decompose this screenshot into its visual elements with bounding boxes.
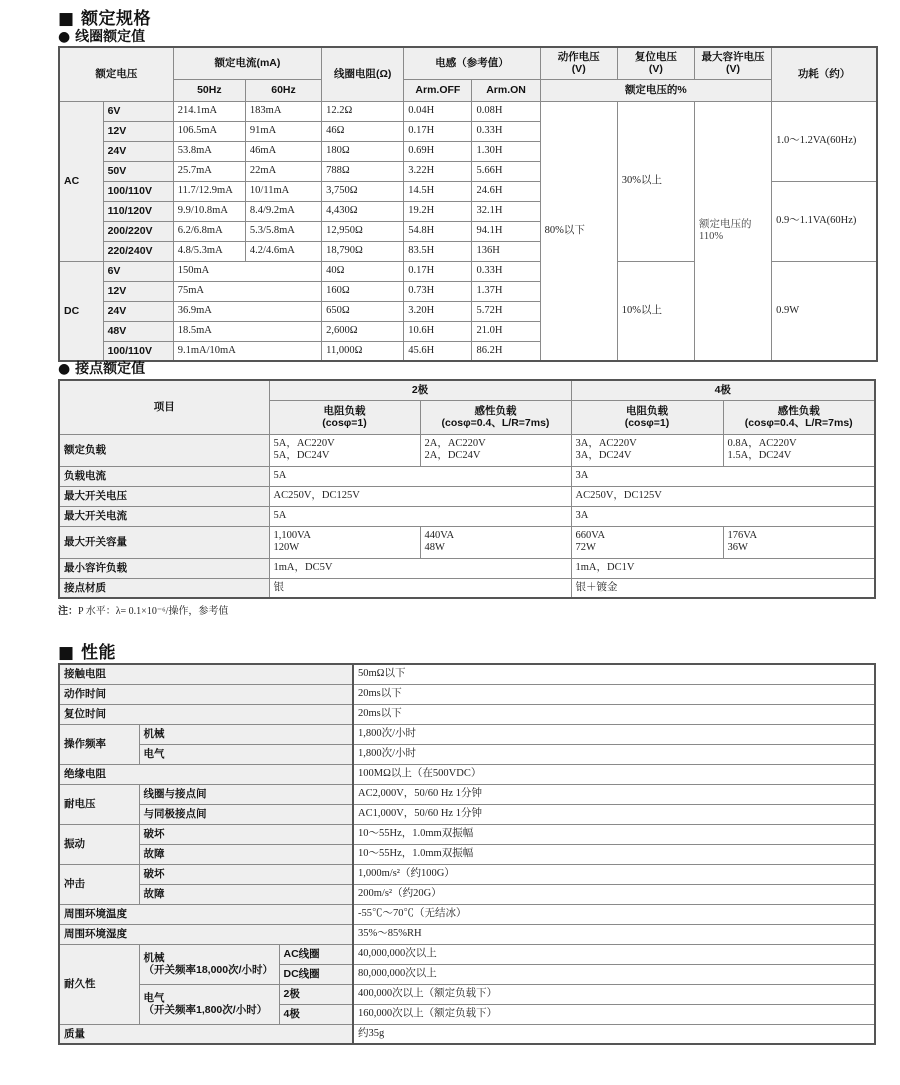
header-rated-current: 额定电流(mA) (173, 47, 321, 79)
current-60hz: 46mA (245, 141, 321, 161)
value-operate-time: 20ms以下 (353, 684, 875, 704)
ac-dropout-voltage: 30%以上 (617, 101, 694, 261)
current-50hz: 9.9/10.8mA (173, 201, 245, 221)
rated-voltage: 50V (103, 161, 173, 181)
inductance-off: 3.20H (404, 301, 472, 321)
cell-value: 3A (571, 466, 875, 486)
current-60hz: 183mA (245, 101, 321, 121)
header-2p-inductive: 感性负载 (cosφ=0.4、L/R=7ms) (420, 400, 571, 434)
table-row (59, 486, 875, 506)
cell-value: 银 (269, 578, 571, 598)
table-row (59, 506, 875, 526)
note-label: 注： (58, 606, 78, 617)
coil-resistance: 788Ω (322, 161, 404, 181)
value-ambient-humidity: 35%～85%RH (353, 924, 875, 944)
header-4-pole: 4极 (571, 380, 875, 400)
cell-value: AC250V，DC125V (571, 486, 875, 506)
header-50hz: 50Hz (173, 79, 245, 101)
cell-value: 1,100VA 120W (269, 526, 420, 558)
rated-voltage: 200/220V (103, 221, 173, 241)
current-60hz: 4.2/4.6mA (245, 241, 321, 261)
rated-voltage: 110/120V (103, 201, 173, 221)
value-vibration-b: 10～55Hz，1.0mm双振幅 (353, 844, 875, 864)
perf-row (59, 784, 875, 804)
row-label: 最小容许负载 (59, 558, 269, 578)
current-50hz: 25.7mA (173, 161, 245, 181)
perf-row (59, 824, 875, 844)
rated-voltage: 24V (103, 301, 173, 321)
note-text: P 水平：λ= 0.1×10⁻⁶/操作，参考值 (78, 606, 229, 617)
value-insulation: 100MΩ以上（在500VDC） (353, 764, 875, 784)
coil-resistance: 18,790Ω (322, 241, 404, 261)
section-title-performance: ■ 性能 (58, 643, 116, 663)
current: 150mA (173, 261, 321, 281)
inductance-off: 0.17H (404, 261, 472, 281)
header-arm-on: Arm.ON (472, 79, 540, 101)
coil-resistance: 40Ω (322, 261, 404, 281)
cell-value: 3A，AC220V 3A，DC24V (571, 434, 723, 466)
row-label: 最大开关电压 (59, 486, 269, 506)
label-ac-coil: AC线圈 (279, 944, 353, 964)
coil-resistance: 180Ω (322, 141, 404, 161)
value-2-pole: 400,000次以上（额定负载下） (353, 984, 875, 1004)
perf-row (59, 664, 875, 684)
label-endurance-elec: 电气 （开关频率1,800次/小时） (139, 984, 279, 1024)
coil-resistance: 46Ω (322, 121, 404, 141)
cell-value: 3A (571, 506, 875, 526)
value-op-freq-elec: 1,800次/小时 (353, 744, 875, 764)
value-shock-b: 200m/s²（约20G） (353, 884, 875, 904)
subsection-title-contact-ratings: ● 接点额定值 (58, 361, 146, 377)
perf-row (59, 804, 875, 824)
dc-dropout-voltage: 10%以上 (617, 261, 694, 361)
inductance-on: 24.6H (472, 181, 540, 201)
inductance-on: 32.1H (472, 201, 540, 221)
label-dielectric: 耐电压 (59, 784, 139, 824)
value-contact-resistance: 50mΩ以下 (353, 664, 875, 684)
inductance-off: 0.69H (404, 141, 472, 161)
table-row (59, 558, 875, 578)
perf-row (59, 904, 875, 924)
label-endurance-mech: 机械 （开关频率18,000次/小时） (139, 944, 279, 984)
header-inductance: 电感（参考值） (404, 47, 540, 79)
label-ambient-humidity: 周围环境湿度 (59, 924, 353, 944)
cell-value: 660VA 72W (571, 526, 723, 558)
cell-value: 银＋镀金 (571, 578, 875, 598)
current-50hz: 6.2/6.8mA (173, 221, 245, 241)
cell-value: 5A，AC220V 5A，DC24V (269, 434, 420, 466)
coil-resistance: 4,430Ω (322, 201, 404, 221)
value-dielectric-b: AC1,000V，50/60 Hz 1分钟 (353, 804, 875, 824)
coil-resistance: 12.2Ω (322, 101, 404, 121)
cell-value: AC250V，DC125V (269, 486, 571, 506)
label-dielectric-b: 与同极接点间 (139, 804, 353, 824)
header-power: 功耗（约） (772, 47, 877, 101)
cell-value: 5A (269, 506, 571, 526)
rated-voltage: 220/240V (103, 241, 173, 261)
inductance-off: 83.5H (404, 241, 472, 261)
header-2p-resistive: 电阻负载 (cosφ=1) (269, 400, 420, 434)
ac-power-b: 0.9～1.1VA(60Hz) (772, 181, 877, 261)
header-item: 项目 (59, 380, 269, 434)
label-vibration-b: 故障 (139, 844, 353, 864)
value-vibration-a: 10～55Hz，1.0mm双振幅 (353, 824, 875, 844)
pickup-voltage: 80%以下 (540, 101, 617, 361)
current-50hz: 11.7/12.9mA (173, 181, 245, 201)
contact-ratings-table (58, 379, 876, 599)
coil-resistance: 650Ω (322, 301, 404, 321)
perf-row (59, 684, 875, 704)
inductance-off: 45.6H (404, 341, 472, 361)
max-voltage: 额定电压的 110% (694, 101, 771, 361)
dc-power: 0.9W (772, 261, 877, 361)
header-arm-off: Arm.OFF (404, 79, 472, 101)
current-60hz: 5.3/5.8mA (245, 221, 321, 241)
table-row (59, 578, 875, 598)
inductance-on: 94.1H (472, 221, 540, 241)
inductance-on: 86.2H (472, 341, 540, 361)
label-shock-a: 破坏 (139, 864, 353, 884)
current-50hz: 106.5mA (173, 121, 245, 141)
current-60hz: 8.4/9.2mA (245, 201, 321, 221)
label-dielectric-a: 线圈与接点间 (139, 784, 353, 804)
label-shock: 冲击 (59, 864, 139, 904)
label-4-pole: 4极 (279, 1004, 353, 1024)
perf-row (59, 884, 875, 904)
ac-power-a: 1.0～1.2VA(60Hz) (772, 101, 877, 181)
table-row (59, 101, 877, 121)
cell-value: 440VA 48W (420, 526, 571, 558)
perf-row (59, 944, 875, 964)
value-ambient-temp: -55℃～70℃（无结冰） (353, 904, 875, 924)
label-vibration: 振动 (59, 824, 139, 864)
rated-voltage: 100/110V (103, 181, 173, 201)
coil-resistance: 3,750Ω (322, 181, 404, 201)
perf-row (59, 984, 875, 1004)
value-ac-coil: 40,000,000次以上 (353, 944, 875, 964)
dc-group-label: DC (59, 261, 103, 361)
current: 75mA (173, 281, 321, 301)
value-weight: 约35g (353, 1024, 875, 1044)
inductance-off: 0.04H (404, 101, 472, 121)
current-60hz: 91mA (245, 121, 321, 141)
row-label: 负载电流 (59, 466, 269, 486)
table-row (59, 466, 875, 486)
value-dc-coil: 80,000,000次以上 (353, 964, 875, 984)
label-vibration-a: 破坏 (139, 824, 353, 844)
label-2-pole: 2极 (279, 984, 353, 1004)
rated-voltage: 6V (103, 101, 173, 121)
perf-row (59, 844, 875, 864)
cell-value: 5A (269, 466, 571, 486)
label-contact-resistance: 接触电阻 (59, 664, 353, 684)
perf-row (59, 1024, 875, 1044)
inductance-on: 21.0H (472, 321, 540, 341)
current-50hz: 53.8mA (173, 141, 245, 161)
header-coil-resistance: 线圈电阻(Ω) (322, 47, 404, 101)
rated-voltage: 24V (103, 141, 173, 161)
inductance-on: 1.37H (472, 281, 540, 301)
inductance-off: 3.22H (404, 161, 472, 181)
rated-voltage: 6V (103, 261, 173, 281)
label-operate-time: 动作时间 (59, 684, 353, 704)
cell-value: 176VA 36W (723, 526, 875, 558)
inductance-off: 10.6H (404, 321, 472, 341)
subsection-title-coil-ratings: ● 线圈额定值 (58, 29, 146, 45)
header-pct-rated: 额定电压的% (540, 79, 772, 101)
perf-row (59, 764, 875, 784)
inductance-off: 19.2H (404, 201, 472, 221)
current-60hz: 22mA (245, 161, 321, 181)
current-50hz: 4.8/5.3mA (173, 241, 245, 261)
perf-row (59, 704, 875, 724)
section-title-rated-specs: ■ 额定规格 (58, 9, 151, 29)
header-4p-resistive: 电阻负载 (cosφ=1) (571, 400, 723, 434)
value-op-freq-mech: 1,800次/小时 (353, 724, 875, 744)
inductance-off: 0.73H (404, 281, 472, 301)
perf-row (59, 744, 875, 764)
value-4-pole: 160,000次以上（额定负载下） (353, 1004, 875, 1024)
inductance-off: 0.17H (404, 121, 472, 141)
label-dc-coil: DC线圈 (279, 964, 353, 984)
header-max-voltage: 最大容许电压 (V) (694, 47, 771, 79)
label-op-freq-mech: 机械 (139, 724, 353, 744)
current-60hz: 10/11mA (245, 181, 321, 201)
inductance-on: 0.08H (472, 101, 540, 121)
table-row (59, 434, 875, 466)
coil-resistance: 11,000Ω (322, 341, 404, 361)
row-label: 额定负载 (59, 434, 269, 466)
header-60hz: 60Hz (245, 79, 321, 101)
header-dropout-voltage: 复位电压 (V) (617, 47, 694, 79)
rated-voltage: 48V (103, 321, 173, 341)
cell-value: 1mA，DC5V (269, 558, 571, 578)
rated-voltage: 100/110V (103, 341, 173, 361)
row-label: 最大开关电流 (59, 506, 269, 526)
current: 18.5mA (173, 321, 321, 341)
rated-voltage: 12V (103, 281, 173, 301)
table-row (59, 526, 875, 558)
coil-resistance: 12,950Ω (322, 221, 404, 241)
ac-group-label: AC (59, 101, 103, 261)
label-release-time: 复位时间 (59, 704, 353, 724)
label-shock-b: 故障 (139, 884, 353, 904)
performance-table (58, 663, 876, 1045)
cell-value: 0.8A，AC220V 1.5A，DC24V (723, 434, 875, 466)
inductance-on: 5.66H (472, 161, 540, 181)
current: 36.9mA (173, 301, 321, 321)
value-dielectric-a: AC2,000V，50/60 Hz 1分钟 (353, 784, 875, 804)
label-op-freq-elec: 电气 (139, 744, 353, 764)
header-rated-voltage: 额定电压 (59, 47, 173, 101)
row-label: 最大开关容量 (59, 526, 269, 558)
header-pickup-voltage: 动作电压 (V) (540, 47, 617, 79)
rated-voltage: 12V (103, 121, 173, 141)
header-2-pole: 2极 (269, 380, 571, 400)
coil-resistance: 160Ω (322, 281, 404, 301)
header-4p-inductive: 感性负载 (cosφ=0.4、L/R=7ms) (723, 400, 875, 434)
label-weight: 质量 (59, 1024, 353, 1044)
inductance-on: 0.33H (472, 261, 540, 281)
label-op-freq: 操作频率 (59, 724, 139, 764)
inductance-off: 54.8H (404, 221, 472, 241)
coil-ratings-table (58, 46, 878, 362)
inductance-on: 5.72H (472, 301, 540, 321)
coil-resistance: 2,600Ω (322, 321, 404, 341)
row-label: 接点材质 (59, 578, 269, 598)
inductance-on: 1.30H (472, 141, 540, 161)
cell-value: 2A，AC220V 2A，DC24V (420, 434, 571, 466)
inductance-on: 136H (472, 241, 540, 261)
label-insulation: 绝缘电阻 (59, 764, 353, 784)
contact-note (58, 602, 228, 617)
label-ambient-temp: 周围环境温度 (59, 904, 353, 924)
cell-value: 1mA，DC1V (571, 558, 875, 578)
inductance-off: 14.5H (404, 181, 472, 201)
value-release-time: 20ms以下 (353, 704, 875, 724)
perf-row (59, 724, 875, 744)
label-endurance: 耐久性 (59, 944, 139, 1024)
value-shock-a: 1,000m/s²（约100G） (353, 864, 875, 884)
perf-row (59, 864, 875, 884)
current-50hz: 214.1mA (173, 101, 245, 121)
inductance-on: 0.33H (472, 121, 540, 141)
current: 9.1mA/10mA (173, 341, 321, 361)
perf-row (59, 924, 875, 944)
